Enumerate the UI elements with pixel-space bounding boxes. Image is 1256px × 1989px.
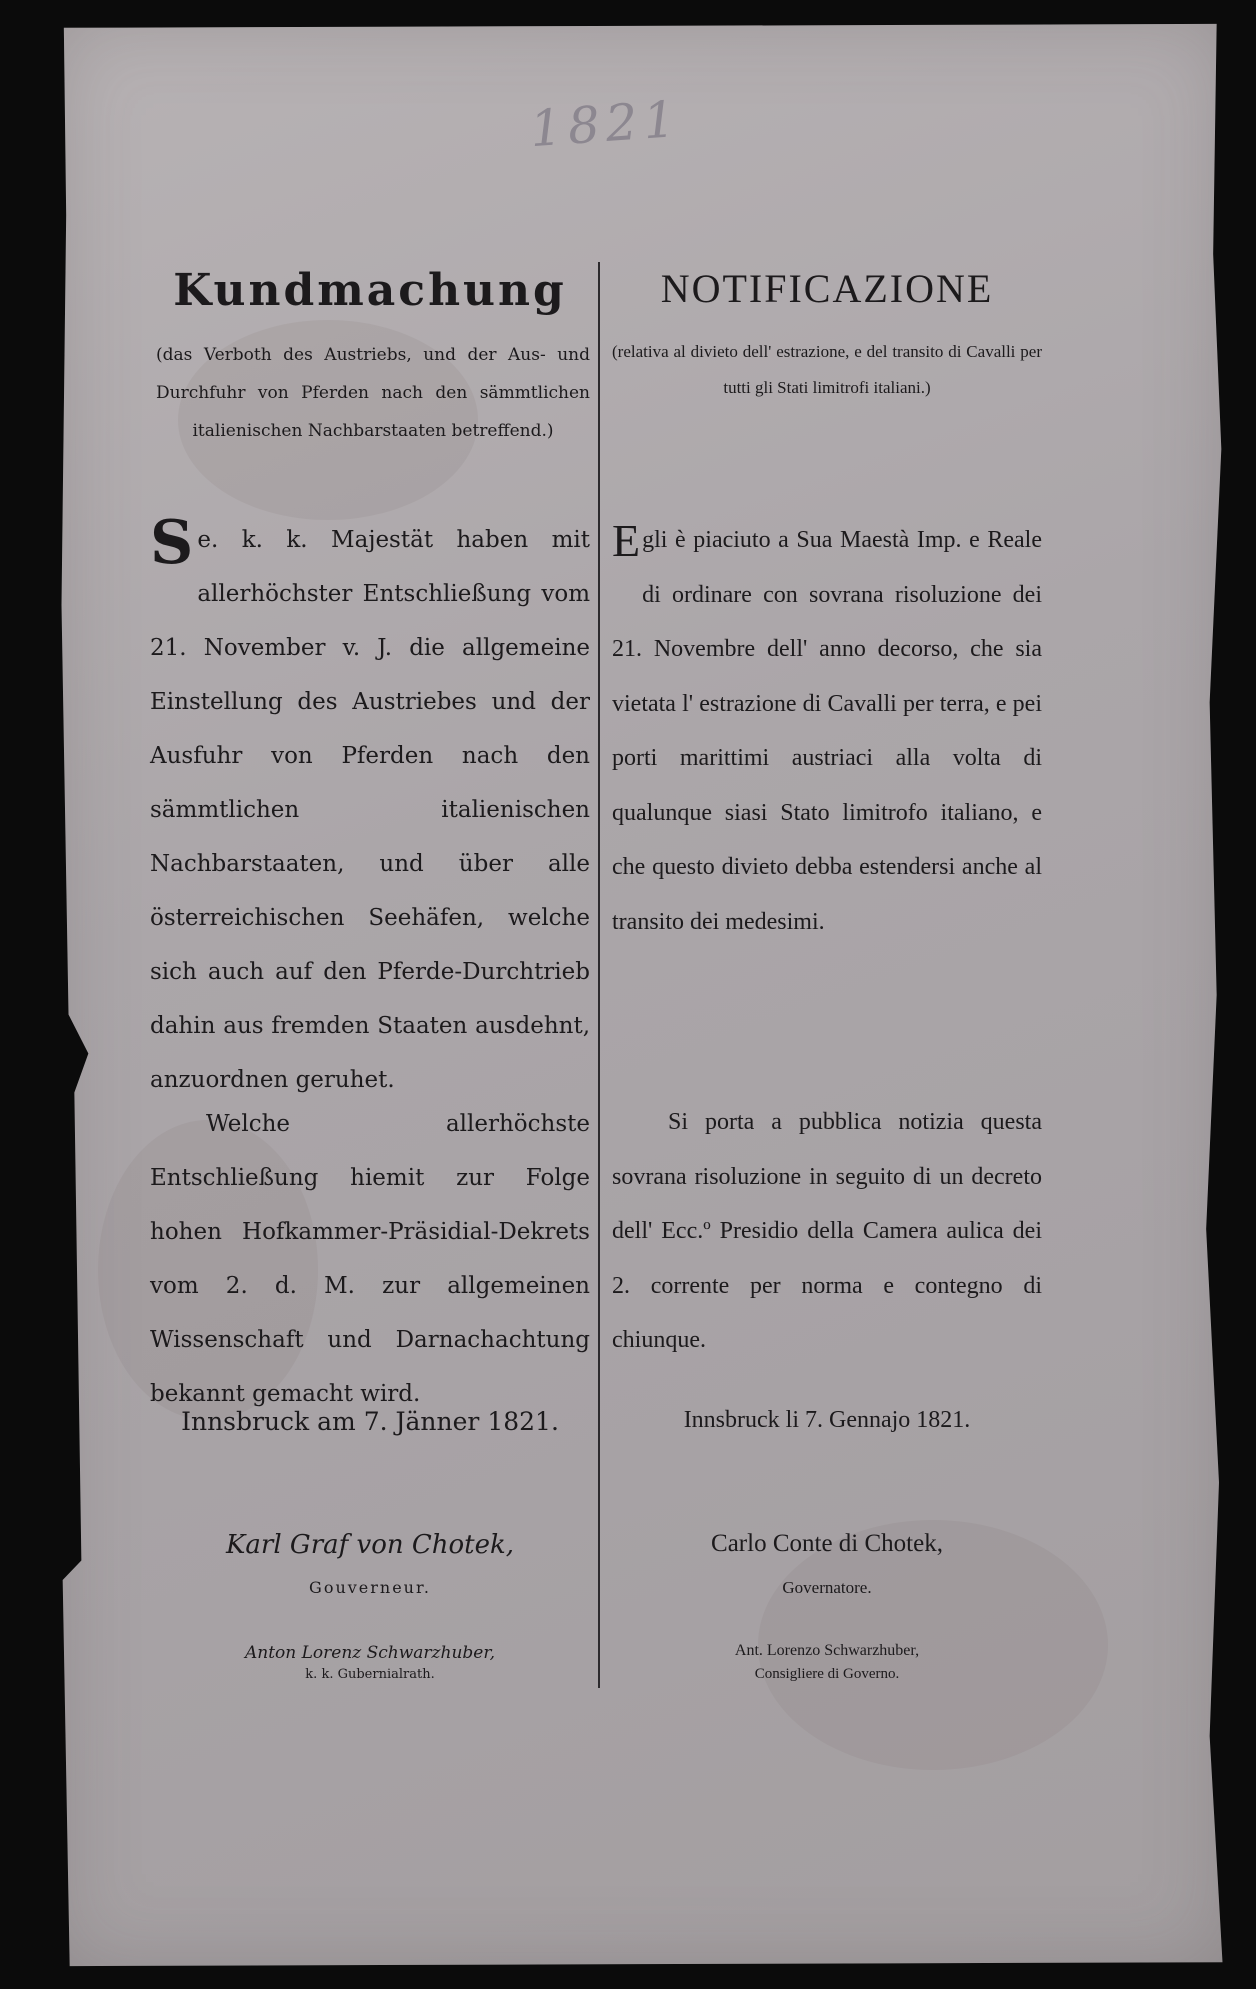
- italian-place-date: Innsbruck li 7. Gennajo 1821.: [683, 1407, 971, 1433]
- italian-paragraph-1-text: gli è piaciuto a Sua Maestà Imp. e Reale di ordinare con sovrana risoluzione dei 21. Novembre dell' anno decorso, che sia vietata l' estrazione di Cavalli per terra, e pei porti marittimi austriaci alla volta di qualunque siasi Stato limitrofo italiano, e che questo divieto debba estendersi anche al transito dei medesimi.: [612, 527, 1042, 935]
- german-paragraph-1: [150, 508, 590, 1107]
- german-paragraph-1-text: e. k. k. Majestät haben mit allerhöchster Entschließung vom 21. November v. J. die allgemeine Einstellung des Austriebes und der Ausfuhr von Pferden nach den sämmtlichen italienischen Nachbarstaaten, und über alle österreichischen Seehäfen, welche sich auch auf den Pferde-Durchtrieb dahin aus fremden Staaten ausdehnt, anzuordnen geruhet.: [150, 527, 590, 1093]
- italian-paragraph-2: Si porta a pubblica notizia questa sovrana risoluzione in seguito di un decreto dell' Ecc.º Presidio della Camera aulica dei 2. corrente per norma e contegno di chiunque.: [612, 1109, 1042, 1353]
- italian-countersignatory-role: Consigliere di Governo.: [754, 1666, 900, 1682]
- german-countersignatory: Anton Lorenz Schwarzhuber,: [244, 1643, 496, 1663]
- italian-paragraph-1: [612, 513, 1042, 949]
- german-drop-cap: S: [150, 508, 194, 578]
- italian-drop-cap: E: [612, 515, 641, 566]
- italian-countersignatory: Ant. Lorenzo Schwarzhuber,: [734, 1642, 920, 1659]
- italian-signatory: Carlo Conte di Chotek,: [711, 1530, 943, 1557]
- german-signatory: Karl Graf von Chotek,: [225, 1530, 515, 1560]
- italian-title: NOTIFICAZIONE: [660, 266, 994, 311]
- german-signatory-role: Gouverneur.: [309, 1578, 431, 1597]
- italian-column: [612, 265, 1042, 1682]
- italian-signatory-role: Governatore.: [782, 1578, 872, 1597]
- german-column: [150, 265, 590, 1682]
- column-divider: [598, 262, 600, 1688]
- german-place-date: Innsbruck am 7. Jänner 1821.: [181, 1407, 559, 1436]
- german-title: Kundmachung: [173, 265, 567, 316]
- german-paragraph-2: Welche allerhöchste Entschließung hiemit zur Folge hohen Hofkammer-Präsidial-Dekrets vom 2. d. M. zur allgemeinen Wissenschaft und Darnachachtung bekannt gemacht wird.: [150, 1111, 590, 1407]
- handwritten-year: 1821: [528, 89, 684, 159]
- german-subtitle: (das Verboth des Austriebs, und der Aus- und Durchfuhr von Pferden nach den sämmtlichen italienischen Nachbarstaaten betreffend.): [156, 345, 590, 441]
- german-countersignatory-role: k. k. Gubernialrath.: [305, 1667, 435, 1682]
- italian-subtitle: (relativa al divieto dell' estrazione, e del transito di Cavalli per tutti gli Stati limitrofi italiani.): [612, 342, 1042, 397]
